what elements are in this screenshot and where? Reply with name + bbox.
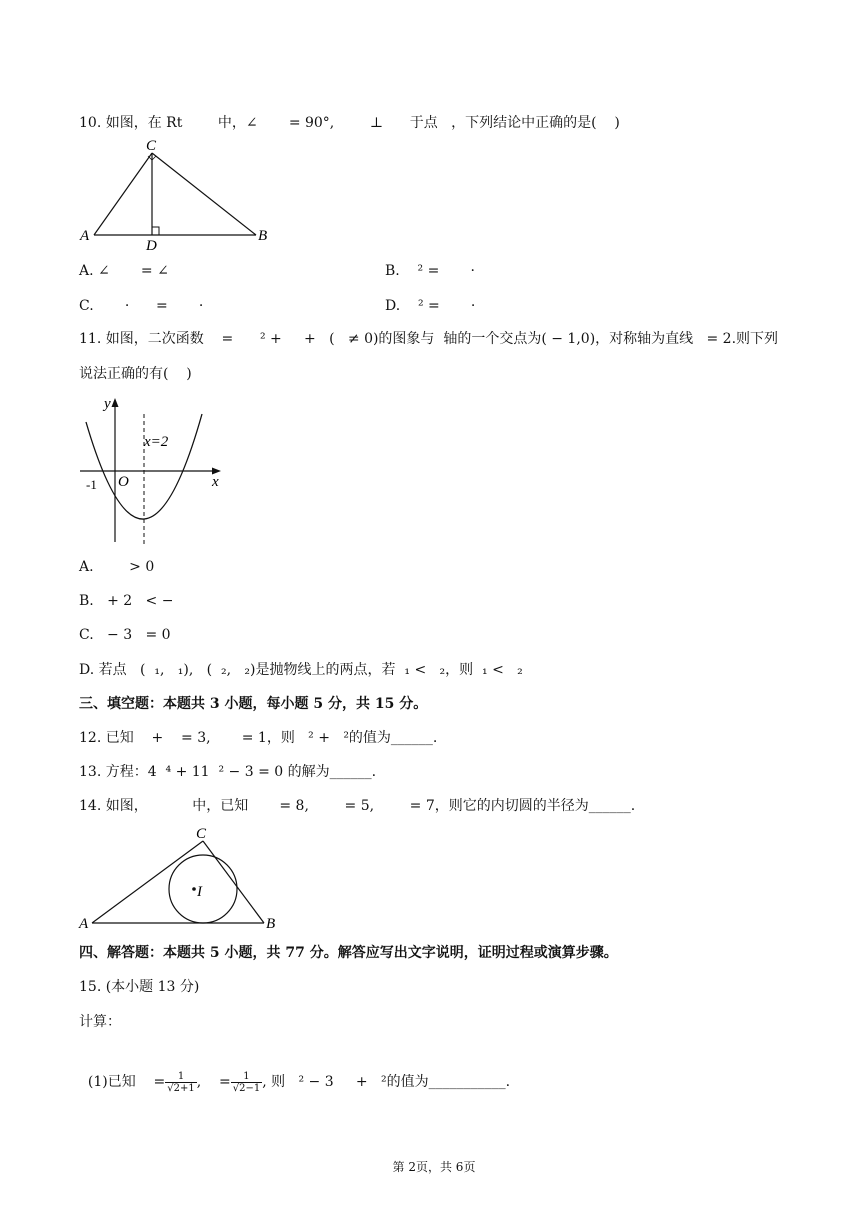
q11-parabola-figure	[78, 392, 228, 550]
fig10-label-c: C	[146, 138, 157, 154]
q14-stem: 14. 如图， 中，已知 = 8, = 5, = 7，则它的内切圆的半径为______.	[79, 798, 636, 814]
fig14-label-b: B	[266, 916, 276, 932]
q11-option-a: A. > 0	[79, 559, 155, 575]
fig14-label-c: C	[196, 826, 207, 842]
q11-option-d: D. 若点 ( ₁, ₁), ( ₂, ₂)是抛物线上的两点，若 ₁ < ₂，则 ₁ < ₂	[79, 662, 523, 678]
q15-header: 15. (本小题 13 分)	[79, 979, 200, 995]
q10-stem: 10. 如图，在 Rt 中，∠ = 90°, ⊥ 于点 ，下列结论中正确的是( )	[79, 115, 620, 131]
q11-stem-line2: 说法正确的有( )	[79, 366, 192, 382]
fig11-label-o: O	[118, 474, 129, 490]
fig14-label-i: I	[197, 884, 202, 900]
q15-part1-prefix: (1)已知 =	[87, 1074, 166, 1090]
fig11-label-x: x	[212, 474, 219, 490]
fig10-label-a: A	[80, 228, 90, 244]
q14-incircle-figure	[78, 824, 282, 934]
q10-triangle-figure	[78, 136, 278, 254]
fig11-label-neg1: -1	[86, 477, 97, 492]
q15-fraction-b	[231, 1071, 262, 1094]
fig11-label-axis: x=2	[144, 434, 169, 450]
q15-part1	[79, 1046, 510, 1094]
q10-option-a: A. ∠ = ∠	[79, 263, 169, 279]
section3-heading: 三、填空题：本题共 3 小题，每小题 5 分，共 15 分。	[79, 696, 428, 712]
q11-option-c: C. − 3 = 0	[79, 627, 171, 643]
q11-stem-line1: 11. 如图，二次函数 = ² + + ( ≠ 0)的图象与 轴的一个交点为( − 1,0)，对称轴为直线 = 2.则下列	[79, 331, 779, 347]
q10-option-b: B. ² = ·	[385, 263, 475, 279]
q15-fraction-a	[165, 1071, 196, 1094]
fig14-label-a: A	[79, 916, 89, 932]
fig10-label-d: D	[146, 238, 157, 254]
q15-part1-suffix: , 则 ² − 3 + ²的值为___________.	[262, 1074, 511, 1090]
q13-stem: 13. 方程：4 ⁴ + 11 ² − 3 = 0 的解为______.	[79, 764, 377, 780]
fraction-b-denominator: √2−1	[232, 1082, 261, 1094]
fraction-a-denominator: √2+1	[167, 1082, 195, 1094]
fraction-b-numerator: 1	[231, 1071, 262, 1083]
q15-instruction: 计算：	[79, 1014, 121, 1030]
q10-option-d: D. ² = ·	[385, 298, 476, 314]
fig11-label-y: y	[104, 396, 111, 412]
q12-stem: 12. 已知 + = 3, = 1，则 ² + ²的值为______.	[79, 730, 438, 746]
page-footer: 第 2页，共 6页	[392, 1160, 476, 1174]
q15-part1-mid: , =	[196, 1074, 231, 1090]
fig10-label-b: B	[258, 228, 268, 244]
section4-heading: 四、解答题：本题共 5 小题，共 77 分。解答应写出文字说明，证明过程或演算步骤。	[79, 945, 618, 961]
fraction-a-numerator: 1	[165, 1071, 196, 1083]
q11-option-b: B. + 2 < −	[79, 593, 174, 609]
q10-option-c: C. · = ·	[79, 298, 204, 314]
